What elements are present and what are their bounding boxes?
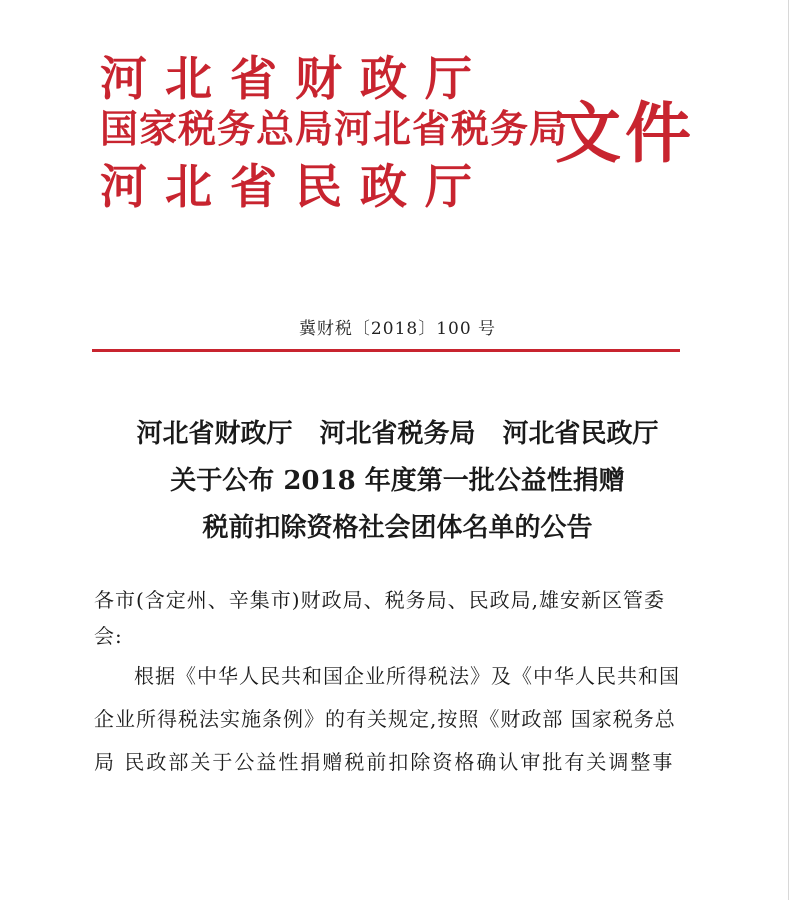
- title-line-1: 河北省财政厅 河北省税务局 河北省民政厅: [136, 419, 659, 449]
- masthead-doc-type: 文件: [555, 95, 695, 172]
- masthead-org-1: 河北省财政厅: [100, 52, 490, 107]
- recipient-line-1: 各市(含定州、辛集市)财政局、税务局、民政局,雄安新区管委: [94, 588, 665, 612]
- paragraph-line-3: 局 民政部关于公益性捐赠税前扣除资格确认审批有关调整事: [94, 750, 675, 774]
- page-edge: [788, 0, 789, 900]
- document-number: 冀财税〔2018〕100 号: [298, 319, 497, 339]
- masthead-org-2: 国家税务总局河北省税务局: [100, 107, 569, 151]
- paragraph-line-2: 企业所得税法实施条例》的有关规定,按照《财政部 国家税务总: [94, 707, 676, 731]
- title-line-3: 税前扣除资格社会团体名单的公告: [202, 513, 593, 543]
- title-line-2: 关于公布 2018 年度第一批公益性捐赠: [170, 466, 625, 496]
- recipient-line-2: 会:: [94, 624, 123, 648]
- paragraph-line-1: 根据《中华人民共和国企业所得税法》及《中华人民共和国: [134, 664, 680, 688]
- red-divider: [92, 349, 680, 352]
- masthead-org-3: 河北省民政厅: [100, 160, 490, 215]
- masthead: [100, 40, 700, 215]
